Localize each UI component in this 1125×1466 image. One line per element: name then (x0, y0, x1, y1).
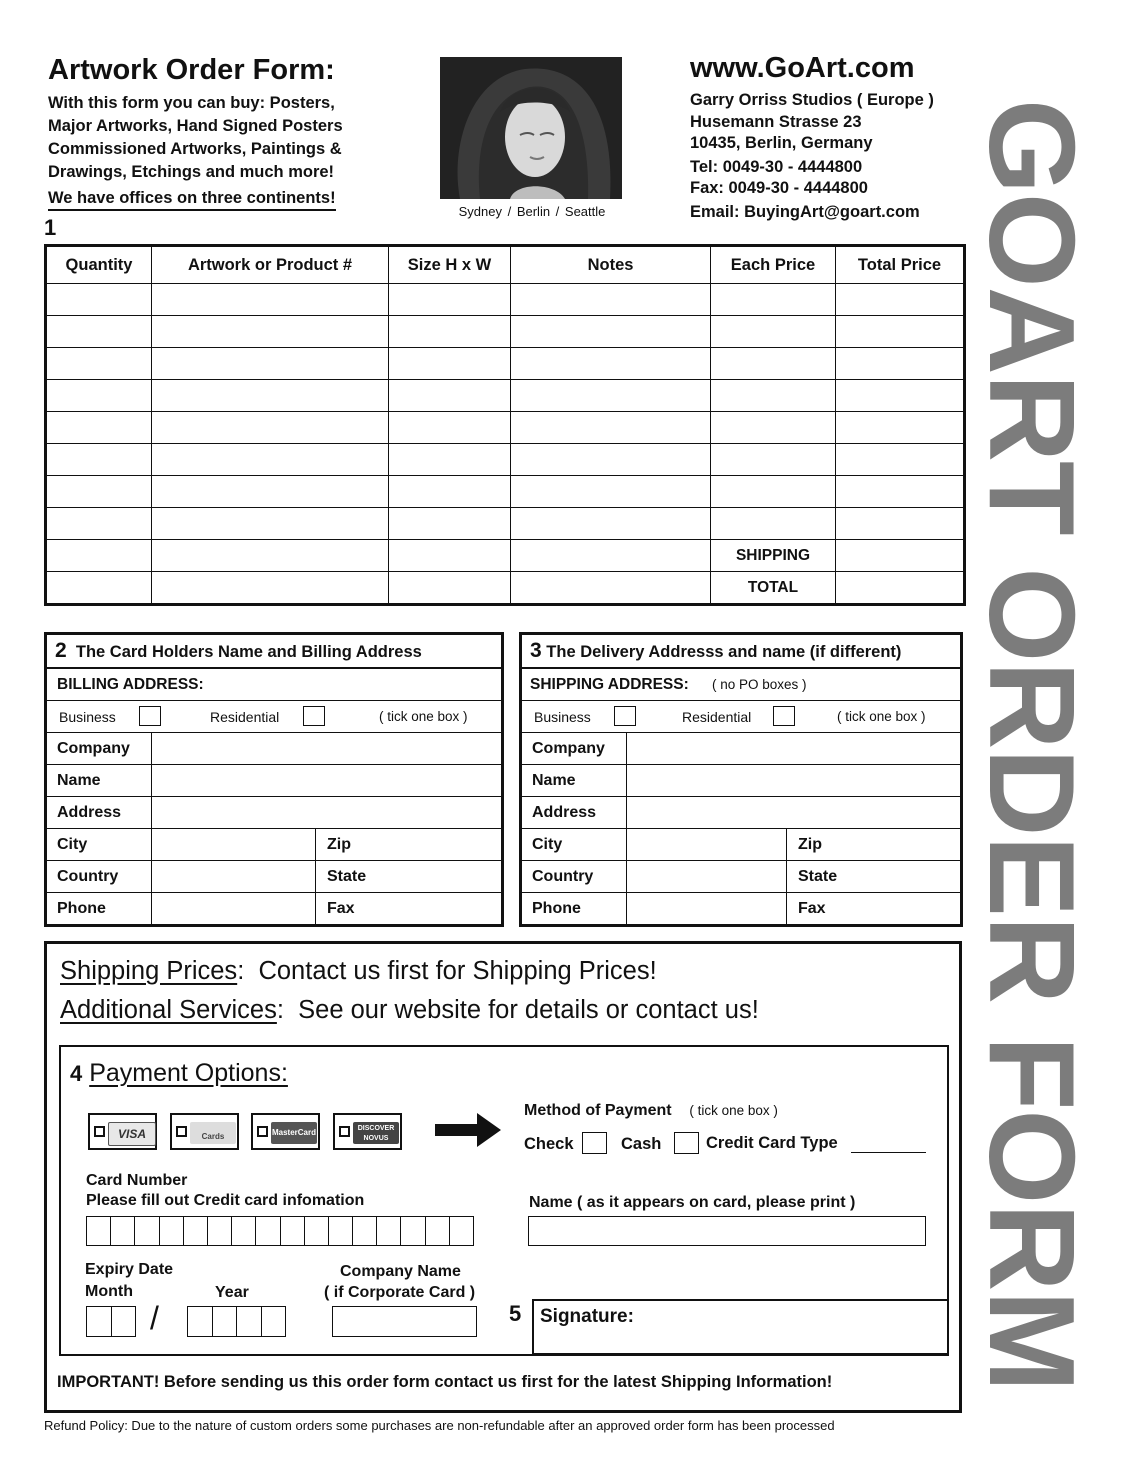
contact-line: Tel: 0049-30 - 4444800 (690, 157, 863, 176)
check-checkbox[interactable] (582, 1132, 607, 1154)
company-label: Company (57, 740, 130, 757)
table-cell[interactable] (511, 444, 711, 476)
table-cell[interactable] (511, 412, 711, 444)
digit-box[interactable] (281, 1217, 305, 1245)
table-cell[interactable] (389, 380, 511, 412)
table-cell[interactable] (511, 380, 711, 412)
delivery-heading-text: The Delivery Addresss and name (if different) (546, 643, 902, 661)
method-label: Method of Payment (524, 1102, 672, 1119)
zip-label: Zip (798, 836, 822, 853)
business-label: Business (59, 709, 116, 725)
name-label: Name (532, 772, 576, 789)
digit-box[interactable] (160, 1217, 184, 1245)
delivery-name-row[interactable] (522, 765, 960, 797)
table-cell[interactable] (511, 540, 711, 572)
table-cell[interactable] (46, 444, 152, 476)
column-header: Size H x W (389, 246, 511, 284)
billing-heading-text: The Card Holders Name and Billing Address (75, 643, 422, 661)
contact-line: Email: BuyingArt@goart.com (690, 202, 920, 221)
residential-label: Residential (682, 709, 752, 725)
discover-logo-icon: DISCOVER NOVUS (353, 1122, 399, 1144)
table-cell[interactable] (46, 476, 152, 508)
card-number-input[interactable] (86, 1216, 474, 1246)
shipping-label: SHIPPING (711, 540, 836, 572)
digit-box[interactable] (305, 1217, 329, 1245)
table-cell[interactable] (711, 444, 836, 476)
table-cell[interactable] (836, 284, 965, 316)
delivery-business-checkbox[interactable] (614, 706, 636, 726)
billing-address-box (44, 632, 504, 927)
expiry-label: Expiry Date (85, 1261, 174, 1278)
delivery-subheading-row (522, 669, 960, 701)
visa-option[interactable] (88, 1113, 157, 1150)
table-cell[interactable] (836, 316, 965, 348)
table-cell[interactable] (836, 476, 965, 508)
corporate-note: ( if Corporate Card ) (324, 1284, 476, 1301)
visa-logo-icon: VISA (108, 1122, 156, 1146)
digit-box[interactable] (87, 1217, 111, 1245)
state-label: State (798, 868, 838, 885)
discover-option[interactable] (333, 1113, 402, 1150)
company-name-input[interactable] (332, 1306, 477, 1337)
method-note: ( tick one box ) (689, 1103, 778, 1118)
table-row (46, 284, 965, 316)
order-table (44, 244, 966, 606)
table-cell[interactable] (711, 316, 836, 348)
additional-services-text: See our website for details or contact us! (298, 996, 759, 1024)
table-cell[interactable] (511, 476, 711, 508)
delivery-subheading: SHIPPING ADDRESS: (530, 676, 689, 693)
card-option[interactable] (170, 1113, 239, 1150)
digit-box[interactable] (237, 1307, 262, 1336)
column-header: Each Price (711, 246, 836, 284)
table-cell[interactable] (389, 572, 511, 605)
table-cell[interactable] (389, 476, 511, 508)
table-cell[interactable] (836, 540, 965, 572)
table-cell[interactable] (152, 348, 389, 380)
method-of-payment (524, 1102, 778, 1120)
delivery-type-row (522, 701, 960, 733)
table-cell[interactable] (46, 284, 152, 316)
table-cell[interactable] (152, 284, 389, 316)
billing-phone-row[interactable] (47, 893, 501, 925)
name-on-card-input[interactable] (528, 1216, 926, 1246)
digit-box[interactable] (87, 1307, 112, 1336)
table-row (46, 508, 965, 540)
table-cell[interactable] (389, 284, 511, 316)
section-5-number: 5 (509, 1301, 522, 1326)
column-header: Artwork or Product # (152, 246, 389, 284)
delivery-country-row[interactable] (522, 861, 960, 893)
contact-line: 10435, Berlin, Germany (690, 134, 873, 152)
name-label: Name (57, 772, 101, 789)
section-1-number: 1 (44, 215, 57, 240)
intro-line: With this form you can buy: Posters, (48, 94, 335, 112)
table-row (46, 540, 965, 572)
table-cell[interactable] (152, 316, 389, 348)
table-cell[interactable] (511, 508, 711, 540)
billing-company-row[interactable] (47, 733, 501, 765)
table-cell[interactable] (389, 540, 511, 572)
table-cell[interactable] (389, 508, 511, 540)
digit-box[interactable] (111, 1217, 135, 1245)
digit-box[interactable] (184, 1217, 208, 1245)
mastercard-option[interactable] (251, 1113, 320, 1150)
vertical-form-title: GOART ORDER FORM (964, 98, 1100, 1392)
table-cell[interactable] (711, 508, 836, 540)
delivery-address-box (519, 632, 963, 927)
billing-subheading: BILLING ADDRESS: (57, 676, 204, 693)
intro-line: Commissioned Artworks, Paintings & (48, 140, 342, 158)
section-2-number: 2 (55, 639, 67, 662)
tick-note: ( tick one box ) (837, 709, 926, 724)
table-cell[interactable] (152, 540, 389, 572)
total-label: TOTAL (711, 572, 836, 605)
contact-details (690, 90, 934, 223)
cash-checkbox[interactable] (674, 1132, 699, 1154)
table-cell[interactable] (711, 412, 836, 444)
billing-residential-checkbox[interactable] (303, 706, 325, 726)
table-row (46, 444, 965, 476)
column-header: Notes (511, 246, 711, 284)
address-label: Address (532, 804, 597, 821)
table-cell[interactable] (389, 316, 511, 348)
table-row (46, 380, 965, 412)
digit-box[interactable] (135, 1217, 159, 1245)
table-cell[interactable] (152, 508, 389, 540)
date-separator: / (150, 1300, 159, 1336)
table-cell[interactable] (836, 412, 965, 444)
table-row (46, 412, 965, 444)
fax-label: Fax (798, 900, 826, 917)
digit-box[interactable] (353, 1217, 377, 1245)
shipping-prices-text: Contact us first for Shipping Prices! (258, 957, 657, 985)
form-title: Artwork Order Form: (48, 54, 335, 86)
column-header: Quantity (46, 246, 152, 284)
table-cell[interactable] (389, 412, 511, 444)
delivery-company-row[interactable] (522, 733, 960, 765)
phone-label: Phone (532, 900, 581, 917)
arrow-right-icon (435, 1113, 501, 1147)
office-cities: Sydney / Berlin / Seattle (458, 204, 606, 219)
table-cell[interactable] (46, 316, 152, 348)
card-logo-icon: Cards (190, 1122, 236, 1144)
table-cell[interactable] (389, 444, 511, 476)
fill-note: Please fill out Credit card infomation (86, 1192, 365, 1209)
website-url[interactable]: www.GoArt.com (690, 52, 915, 84)
company-name-label: Company Name (340, 1263, 461, 1280)
digit-box[interactable] (188, 1307, 213, 1336)
state-label: State (327, 868, 367, 885)
contact-line: Husemann Strasse 23 (690, 112, 862, 131)
contact-line: Garry Orriss Studios ( Europe ) (690, 91, 934, 109)
digit-box[interactable] (450, 1217, 473, 1245)
table-cell[interactable] (711, 380, 836, 412)
mastercard-logo-icon: MasterCard (271, 1122, 317, 1144)
fax-label: Fax (327, 900, 355, 917)
expiry-month-input[interactable] (86, 1306, 136, 1337)
table-cell[interactable] (389, 348, 511, 380)
digit-box[interactable] (112, 1307, 136, 1336)
country-label: Country (532, 868, 594, 885)
card-checkbox[interactable] (176, 1126, 187, 1137)
discover-checkbox[interactable] (339, 1126, 350, 1137)
shipping-prices-line: Shipping Prices: Contact us first for Shipping Prices! (60, 957, 657, 985)
table-cell[interactable] (836, 380, 965, 412)
credit-card-type-field[interactable] (851, 1152, 926, 1153)
mastercard-checkbox[interactable] (257, 1126, 268, 1137)
table-row (46, 316, 965, 348)
card-number-label: Card Number (86, 1172, 188, 1189)
additional-services-line: Additional Services: See our website for details or contact us! (60, 996, 759, 1024)
digit-box[interactable] (232, 1217, 256, 1245)
signature-label: Signature: (540, 1306, 634, 1327)
digit-box[interactable] (256, 1217, 280, 1245)
billing-business-checkbox[interactable] (139, 706, 161, 726)
digit-box[interactable] (213, 1307, 238, 1336)
billing-type-row (47, 701, 501, 733)
visa-checkbox[interactable] (94, 1126, 105, 1137)
digit-box[interactable] (262, 1307, 286, 1336)
table-cell[interactable] (46, 348, 152, 380)
table-cell[interactable] (836, 348, 965, 380)
digit-box[interactable] (426, 1217, 450, 1245)
credit-card-type-label: Credit Card Type (706, 1134, 838, 1152)
shipping-prices-label: Shipping Prices (60, 957, 238, 985)
table-cell[interactable] (711, 348, 836, 380)
table-cell[interactable] (152, 444, 389, 476)
cash-label: Cash (621, 1135, 662, 1153)
table-cell[interactable] (46, 540, 152, 572)
billing-heading (47, 635, 501, 669)
address-label: Address (57, 804, 122, 821)
table-cell[interactable] (152, 572, 389, 605)
section-3-number: 3 (530, 639, 542, 662)
table-cell[interactable] (46, 412, 152, 444)
expiry-year-input[interactable] (187, 1306, 286, 1337)
phone-label: Phone (57, 900, 106, 917)
billing-country-row[interactable] (47, 861, 501, 893)
table-cell[interactable] (511, 284, 711, 316)
digit-box[interactable] (208, 1217, 232, 1245)
year-label: Year (215, 1284, 249, 1301)
billing-address-row[interactable] (47, 797, 501, 829)
artist-photo (440, 57, 622, 199)
delivery-heading (522, 635, 960, 669)
tick-note: ( tick one box ) (379, 709, 468, 724)
contact-line: Fax: 0049-30 - 4444800 (690, 179, 868, 197)
residential-label: Residential (210, 709, 280, 725)
order-table-header (46, 246, 965, 284)
payment-options-title: Payment Options: (89, 1059, 288, 1087)
month-label: Month (85, 1283, 133, 1300)
offices-text: We have offices on three continents! (48, 189, 336, 211)
important-notice: IMPORTANT! Before sending us this order form contact us first for the latest Shipping Information! (57, 1373, 833, 1391)
city-label: City (532, 836, 563, 853)
table-row (46, 572, 965, 605)
table-cell[interactable] (511, 348, 711, 380)
zip-label: Zip (327, 836, 351, 853)
delivery-address-row[interactable] (522, 797, 960, 829)
digit-box[interactable] (377, 1217, 401, 1245)
table-cell[interactable] (46, 508, 152, 540)
column-header: Total Price (836, 246, 965, 284)
table-row (46, 476, 965, 508)
table-cell[interactable] (46, 572, 152, 605)
table-row (46, 348, 965, 380)
section-4-number: 4 (70, 1061, 83, 1086)
table-cell[interactable] (46, 380, 152, 412)
table-cell[interactable] (152, 476, 389, 508)
payment-heading (70, 1059, 288, 1088)
company-label: Company (532, 740, 605, 757)
check-label: Check (524, 1135, 574, 1153)
signature-field[interactable] (532, 1299, 949, 1355)
table-cell[interactable] (711, 476, 836, 508)
table-cell[interactable] (152, 380, 389, 412)
delivery-phone-row[interactable] (522, 893, 960, 925)
table-cell[interactable] (836, 572, 965, 605)
refund-policy: Refund Policy: Due to the nature of custom orders some purchases are non-refundable after an approved order form has been processed (44, 1418, 835, 1433)
intro-line: Major Artworks, Hand Signed Posters (48, 117, 343, 135)
delivery-city-row[interactable] (522, 829, 960, 861)
table-cell[interactable] (836, 508, 965, 540)
intro-line: Drawings, Etchings and much more! (48, 163, 335, 181)
city-label: City (57, 836, 88, 853)
table-cell[interactable] (711, 284, 836, 316)
delivery-residential-checkbox[interactable] (773, 706, 795, 726)
table-cell[interactable] (836, 444, 965, 476)
intro-text (48, 92, 393, 184)
business-label: Business (534, 709, 591, 725)
billing-subheading-row (47, 669, 501, 701)
no-po-note: ( no PO boxes ) (712, 677, 807, 692)
digit-box[interactable] (329, 1217, 353, 1245)
additional-services-label: Additional Services (60, 996, 277, 1024)
table-cell[interactable] (511, 572, 711, 605)
name-on-card-label: Name ( as it appears on card, please print ) (529, 1194, 856, 1211)
table-cell[interactable] (511, 316, 711, 348)
billing-city-row[interactable] (47, 829, 501, 861)
table-cell[interactable] (152, 412, 389, 444)
country-label: Country (57, 868, 119, 885)
digit-box[interactable] (401, 1217, 425, 1245)
billing-name-row[interactable] (47, 765, 501, 797)
